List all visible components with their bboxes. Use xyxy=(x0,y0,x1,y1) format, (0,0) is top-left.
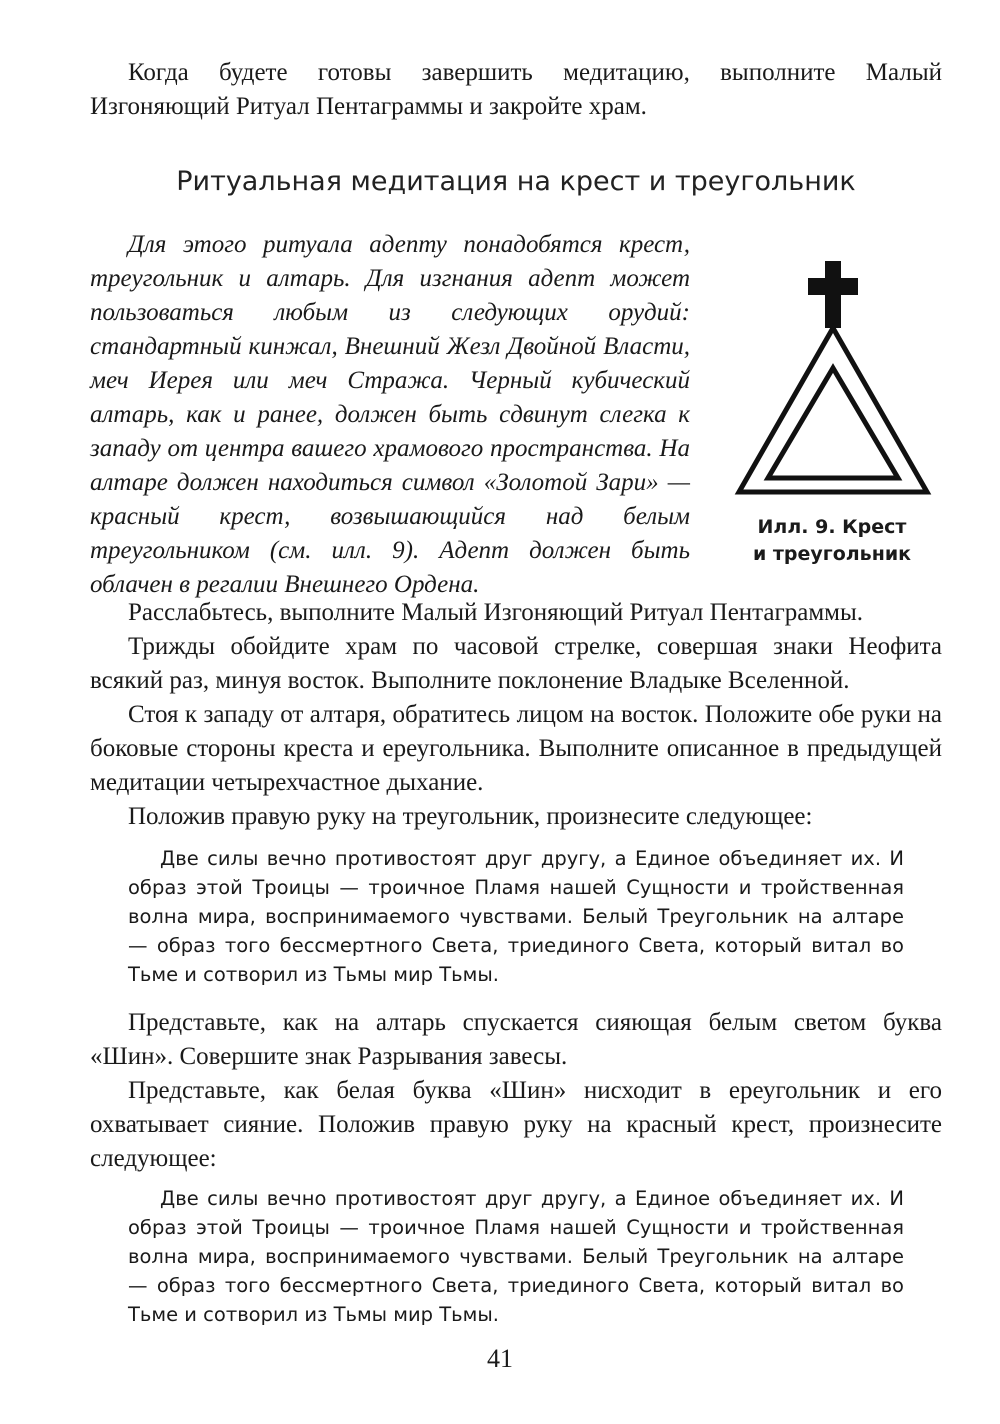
cross-over-triangle-icon xyxy=(732,252,932,497)
section-title: Ритуальная медитация на крест и треугольник xyxy=(176,166,856,197)
step-paragraph-5: Представьте, как на алтарь спускается сияющая белым светом буква «Шин». Совершите знак Разрывания завесы. xyxy=(90,1009,942,1070)
step-paragraph-3: Стоя к западу от алтаря, обратитесь лицом на восток. Положите обе руки на боковые стороны креста и ереугольника. Выполните описанное в предыдущей медитации четырехчастное дыхание. xyxy=(90,701,942,796)
invocation-quote-2: Две силы вечно противостоят друг другу, а Единое объединяет их. И образ этой Троицы — троичное Пламя нашей Сущности и тройственная волна мира, воспринимаемого чувствами. Белый Треугольник на алтаре — образ того бессмертного Света, триединого Света, который витал во Тьме и сотворил из Тьмы мир Тьмы. xyxy=(128,1187,904,1326)
inner-triangle xyxy=(768,368,898,478)
step-paragraph-4: Положив правую руку на треугольник, произнесите следующее: xyxy=(128,803,813,830)
figure-caption xyxy=(722,514,942,568)
figure-caption-line-2: и треугольник xyxy=(752,543,912,565)
intro-paragraph: Для этого ритуала адепту понадобятся крест, треугольник и алтарь. Для изгнания адепт может пользоваться любым из следующих орудий: стандартный кинжал, Внешний Жезл Двойной Власти, меч Иерея или меч Стража. Черный кубический алтарь, как и ранее, должен быть сдвинут слегка к западу от центра вашего храмового пространства. На алтаре должен находиться символ «Золотой Зари» — красный крест, возвышающийся над белым треугольником (см. илл. 9). Адепт должен быть облачен в регалии Внешнего Ордена. xyxy=(90,231,690,598)
step-paragraph-6: Представьте, как белая буква «Шин» нисходит в ереугольник и его охватывает сияние. Положив правую руку на красный крест, произнесите следующее: xyxy=(90,1077,942,1172)
step-paragraph-1: Расслабьтесь, выполните Малый Изгоняющий Ритуал Пентаграммы. xyxy=(128,599,864,626)
figure-caption-line-1: Илл. 9. Крест xyxy=(757,516,907,538)
step-paragraph-2: Трижды обойдите храм по часовой стрелке, совершая знаки Неофита всякий раз, минуя восток. Выполните поклонение Владыке Вселенной. xyxy=(90,633,942,694)
outer-triangle xyxy=(739,328,927,492)
cross-horizontal-bar xyxy=(808,278,858,295)
page-number: 41 xyxy=(487,1344,513,1373)
opening-paragraph: Когда будете готовы завершить медитацию, выполните Малый Изгоняющий Ритуал Пентаграммы и закройте храм. xyxy=(90,59,942,120)
invocation-quote-1: Две силы вечно противостоят друг другу, а Единое объединяет их. И образ этой Троицы — троичное Пламя нашей Сущности и тройственная волна мира, воспринимаемого чувствами. Белый Треугольник на алтаре — образ того бессмертного Света, триединого Света, который витал во Тьме и сотворил из Тьмы мир Тьмы. xyxy=(128,847,904,986)
figure-illustration-9 xyxy=(722,252,942,582)
